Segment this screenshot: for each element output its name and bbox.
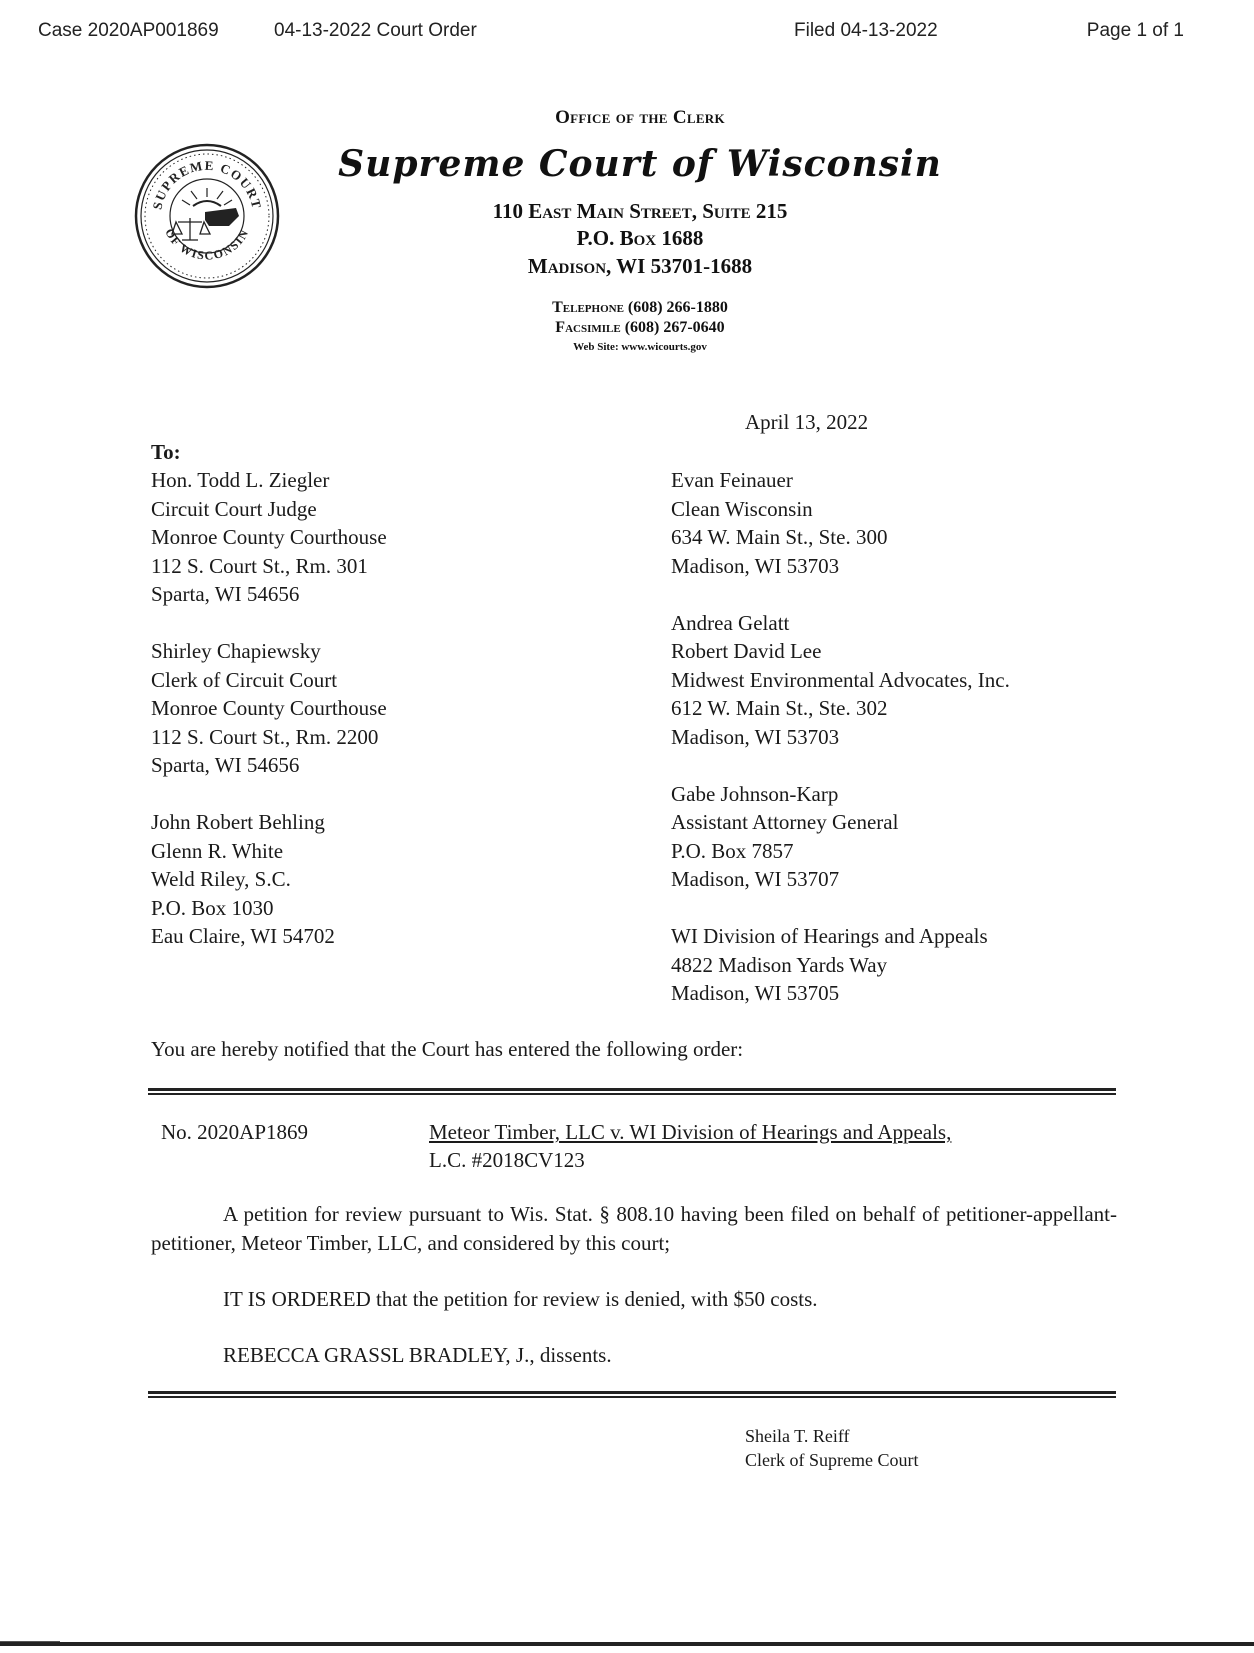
seal-bottom-text: OF WISCONSIN: [162, 226, 252, 263]
order-paragraph-dissent: REBECCA GRASSL BRADLEY, J., dissents.: [223, 1343, 612, 1367]
recipient-address-line: Gabe Johnson-Karp: [671, 781, 839, 806]
seal-top-text: SUPREME COURT: [149, 157, 265, 211]
page-number-header: Page 1 of 1: [1086, 20, 1184, 41]
signer-name: Sheila T. Reiff: [745, 1426, 850, 1446]
website: Web Site: www.wicourts.gov: [573, 341, 707, 353]
recipient-address-block: [671, 609, 1010, 752]
recipient-address-block: [671, 780, 1010, 894]
letter-date: April 13, 2022: [745, 410, 869, 434]
recipient-address-line: Glenn R. White: [151, 838, 284, 863]
divider-top: [148, 1088, 1116, 1095]
recipient-address-line: P.O. Box 7857: [671, 838, 794, 863]
svg-text:OF WISCONSIN: [162, 226, 251, 263]
divider-bottom: [148, 1391, 1116, 1398]
recipient-address-line: 4822 Madison Yards Way: [671, 952, 888, 977]
recipient-address-line: Midwest Environmental Advocates, Inc.: [671, 667, 1010, 692]
court-name: Supreme Court of Wisconsin: [338, 143, 942, 185]
address-street: 110 East Main Street, Suite 215: [492, 199, 788, 223]
case-number: No. 2020AP1869: [161, 1120, 309, 1144]
document-type-header: 04-13-2022 Court Order: [274, 20, 477, 41]
recipient-address-line: Madison, WI 53703: [671, 724, 840, 749]
recipient-address-line: Hon. Todd L. Ziegler: [151, 468, 330, 492]
address-po-box: P.O. Box 1688: [576, 226, 704, 250]
recipient-address-line: Sparta, WI 54656: [151, 582, 300, 606]
recipient-address-line: Shirley Chapiewsky: [151, 639, 321, 663]
recipient-address-line: Evan Feinauer: [671, 468, 793, 492]
recipient-address-line: Assistant Attorney General: [671, 810, 899, 834]
recipient-address-line: Circuit Court Judge: [151, 496, 317, 521]
recipient-address-block: [151, 466, 387, 609]
case-title: Meteor Timber, LLC v. WI Division of Hearings and Appeals,: [429, 1120, 952, 1144]
recipient-address-line: Monroe County Courthouse: [151, 696, 387, 720]
recipient-address-line: Robert David Lee: [671, 639, 822, 663]
recipient-address-line: Madison, WI 53705: [671, 981, 840, 1005]
signer-title: Clerk of Supreme Court: [745, 1450, 919, 1470]
order-paragraph-ordered: IT IS ORDERED that the petition for review is denied, with $50 costs.: [223, 1287, 818, 1311]
recipient-address-line: John Robert Behling: [151, 810, 325, 834]
recipient-address-line: P.O. Box 1030: [151, 895, 274, 920]
document-header-bar: [38, 20, 1184, 48]
recipients-left-column: [151, 466, 387, 979]
recipient-address-line: 612 W. Main St., Ste. 302: [671, 696, 888, 720]
recipient-address-line: Madison, WI 53707: [671, 867, 840, 891]
telephone: Telephone (608) 266-1880: [552, 299, 728, 316]
court-seal-icon: [133, 142, 281, 290]
order-paragraph-petition: A petition for review pursuant to Wis. Stat. § 808.10 having been filed on behalf of petitioner-appellant-petitioner, Meteor Timber, LLC, and considered by this court;: [151, 1202, 1117, 1255]
recipient-address-line: Weld Riley, S.C.: [151, 867, 291, 891]
address-city: Madison, WI 53701-1688: [527, 254, 753, 278]
facsimile: Facsimile (608) 267-0640: [555, 319, 725, 336]
lower-court-number: L.C. #2018CV123: [429, 1148, 585, 1172]
recipient-address-line: Eau Claire, WI 54702: [151, 924, 335, 948]
office-title: Office of the Clerk: [555, 107, 725, 128]
recipient-address-line: 634 W. Main St., Ste. 300: [671, 525, 888, 549]
page-bottom-border: [0, 1642, 1254, 1646]
recipient-address-block: [151, 637, 387, 780]
to-label: To:: [151, 440, 181, 464]
recipient-address-block: [671, 922, 1010, 1008]
svg-text:SUPREME COURT: [149, 158, 264, 211]
recipient-address-line: 112 S. Court St., Rm. 301: [151, 553, 368, 578]
recipient-address-line: Monroe County Courthouse: [151, 525, 387, 549]
filed-date-header: Filed 04-13-2022: [794, 20, 938, 41]
recipients-right-column: [671, 466, 1010, 1036]
case-number-header: Case 2020AP001869: [38, 20, 219, 41]
recipient-address-line: Madison, WI 53703: [671, 553, 840, 578]
recipient-address-block: [151, 808, 387, 951]
order-notice: You are hereby notified that the Court has entered the following order:: [151, 1037, 744, 1061]
recipient-address-line: Clean Wisconsin: [671, 496, 813, 521]
recipient-address-line: Andrea Gelatt: [671, 610, 790, 635]
recipient-address-line: Sparta, WI 54656: [151, 753, 300, 777]
recipient-address-block: [671, 466, 1010, 580]
recipient-address-line: WI Division of Hearings and Appeals: [671, 924, 988, 948]
recipient-address-line: 112 S. Court St., Rm. 2200: [151, 724, 379, 749]
recipient-address-line: Clerk of Circuit Court: [151, 667, 338, 692]
